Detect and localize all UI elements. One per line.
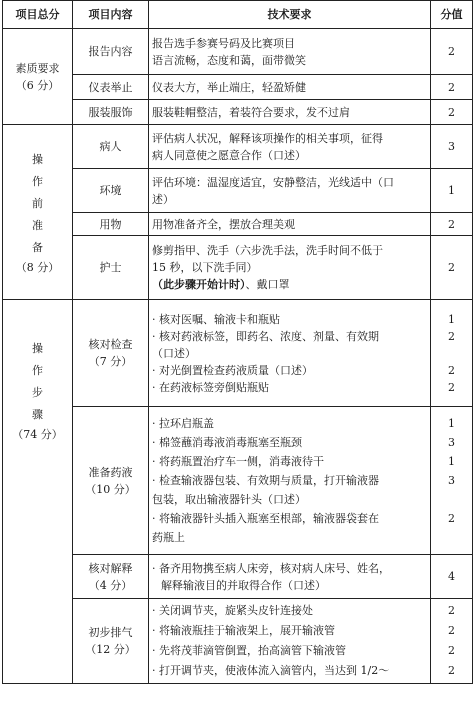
header-content: 项目内容 [73, 1, 149, 29]
prep-req-1-line-1: 评估病人状况，解释该项操作的相关事项，征得 [152, 131, 383, 145]
list-item: · 拉环启瓶盖 [152, 417, 214, 430]
score-value: 2 [448, 664, 455, 677]
steps-req-prepare [149, 407, 431, 555]
mask-note: 、戴口罩 [245, 278, 290, 291]
prep-category-points: （8 分） [15, 260, 60, 274]
prep-category [3, 125, 73, 300]
score-value [434, 345, 469, 362]
header-row [3, 1, 473, 29]
steps-score-explain: 4 [431, 555, 473, 599]
score-value [434, 490, 469, 509]
prep-category-char-5: 备 [32, 240, 43, 254]
steps-req-check [149, 300, 431, 407]
quality-req-3: 服装鞋帽整洁，着装符合要求，发不过肩 [149, 100, 431, 125]
steps-score-exhaust [431, 599, 473, 684]
list-item-continuation: 解释输液目的并取得合作（口述） [161, 578, 326, 592]
steps-item-exhaust-label: 初步排气 [88, 626, 133, 639]
quality-row-2 [3, 75, 473, 100]
quality-item-3: 服装服饰 [73, 100, 149, 125]
score-value: 2 [448, 624, 455, 637]
prep-req-3: 用物准备齐全，摆放合理美观 [149, 213, 431, 236]
list-item: · 核对药液标签，即药名、浓度、剂量、有效期 [152, 329, 379, 343]
score-value: 1 [448, 417, 455, 430]
list-item: · 将药瓶置治疗车一侧，消毒液待干 [152, 455, 324, 468]
score-value: 2 [448, 644, 455, 657]
steps-category-char-2: 作 [32, 364, 43, 377]
list-item: · 棉签蘸消毒液消毒瓶塞至瓶颈 [152, 436, 302, 449]
score-value: 1 [448, 455, 455, 468]
steps-category-char-3: 步 [32, 386, 43, 399]
prep-category-char-3: 前 [32, 196, 43, 210]
prep-req-1 [149, 125, 431, 169]
steps-item-explain [73, 555, 149, 599]
prep-req-2-line-2: 述） [152, 192, 174, 206]
timing-start-note: （此步骤开始计时） [152, 278, 246, 291]
prep-row-4 [3, 236, 473, 300]
steps-category-char-1: 操 [32, 342, 43, 355]
list-item: · 核对医嘱、输液卡和瓶贴 [152, 312, 280, 326]
list-item-continuation: （口述） [152, 346, 196, 360]
prep-row-3 [3, 213, 473, 236]
prep-req-2-line-1: 评估环境：温湿度适宜，安静整洁，光线适中（口 [152, 175, 394, 189]
list-item: · 检查输液器包装、有效期与质量，打开输液器 [152, 474, 379, 487]
quality-category [3, 29, 73, 125]
prep-item-4: 护士 [73, 236, 149, 300]
score-value: 3 [448, 436, 455, 449]
prep-req-4-line-2: 15 秒，以下洗手同） [152, 261, 258, 274]
steps-item-exhaust-points: （12 分） [85, 643, 136, 656]
list-item: · 先将茂菲滴管倒置，抬高滴管下输液管 [152, 644, 346, 657]
header-score: 分值 [431, 1, 473, 29]
steps-score-prepare [431, 407, 473, 555]
quality-score-3: 2 [431, 100, 473, 125]
quality-row-1 [3, 29, 473, 75]
steps-item-explain-label: 核对解释 [88, 561, 133, 575]
quality-req-2: 仪表大方，举止端庄，轻盈矫健 [149, 75, 431, 100]
quality-category-points: （6 分） [15, 78, 60, 92]
list-item: · 在药液标签旁倒贴瓶贴 [152, 380, 269, 394]
prep-req-4-line-1: 修剪指甲、洗手（六步洗手法，洗手时间不低于 [152, 244, 383, 257]
quality-row-3 [3, 100, 473, 125]
header-requirement: 技术要求 [149, 1, 431, 29]
header-total: 项目总分 [3, 1, 73, 29]
quality-req-1-line-1: 报告选手参赛号码及比赛项目 [152, 36, 295, 50]
prep-row-1 [3, 125, 473, 169]
steps-item-prepare-label: 准备药液 [88, 465, 133, 479]
list-item-continuation: 包装，取出输液器针头（口述） [152, 493, 306, 506]
prep-req-4-line-3 [152, 276, 427, 293]
score-value [434, 528, 469, 547]
steps-item-prepare [73, 407, 149, 555]
steps-score-check [431, 300, 473, 407]
steps-item-explain-points: （4 分） [88, 578, 133, 592]
steps-row-prepare [3, 407, 473, 555]
prep-category-char-4: 准 [32, 218, 43, 232]
score-value: 2 [448, 512, 455, 525]
prep-item-3: 用物 [73, 213, 149, 236]
prep-req-4 [149, 236, 431, 300]
prep-score-2: 1 [431, 169, 473, 213]
score-value: 1 [448, 312, 455, 326]
quality-item-2: 仪表举止 [73, 75, 149, 100]
prep-item-2: 环境 [73, 169, 149, 213]
steps-row-explain [3, 555, 473, 599]
steps-item-prepare-points: （10 分） [85, 482, 136, 496]
list-item: · 备齐用物携至病人床旁，核对病人床号、姓名， [152, 561, 390, 575]
prep-score-3: 2 [431, 213, 473, 236]
prep-score-1: 3 [431, 125, 473, 169]
prep-req-1-line-2: 病人同意使之愿意合作（口述） [152, 148, 306, 162]
steps-req-exhaust [149, 599, 431, 684]
quality-score-1: 2 [431, 29, 473, 75]
steps-row-check [3, 300, 473, 407]
steps-item-check [73, 300, 149, 407]
score-value: 2 [448, 380, 455, 394]
list-item-continuation: 药瓶上 [152, 531, 185, 544]
quality-category-label: 素质要求 [15, 61, 60, 75]
prep-req-2 [149, 169, 431, 213]
prep-item-1: 病人 [73, 125, 149, 169]
steps-item-check-label: 核对检查 [88, 338, 133, 351]
steps-category [3, 300, 73, 684]
steps-category-points: （74 分） [12, 428, 63, 441]
score-value: 2 [448, 329, 455, 343]
prep-category-char-1: 操 [32, 152, 43, 166]
list-item: · 对光倒置检查药液质量（口述） [152, 363, 313, 377]
scoring-table [2, 0, 473, 684]
list-item: · 将输液瓶挂于输液架上，展开输液管 [152, 624, 335, 637]
steps-req-explain [149, 555, 431, 599]
prep-score-4: 2 [431, 236, 473, 300]
list-item: · 将输液器针头插入瓶塞至根部，输液器袋套在 [152, 512, 379, 525]
list-item: · 打开调节夹，使液体流入滴管内，当达到 1/2～ [152, 664, 390, 677]
steps-category-char-4: 骤 [32, 408, 43, 421]
prep-row-2 [3, 169, 473, 213]
score-value: 3 [448, 474, 455, 487]
score-value: 2 [448, 363, 455, 377]
quality-item-1: 报告内容 [73, 29, 149, 75]
steps-item-check-points: （7 分） [88, 355, 133, 368]
list-item: · 关闭调节夹，旋紧头皮针连接处 [152, 604, 313, 617]
steps-row-exhaust [3, 599, 473, 684]
quality-req-1-line-2: 语言流畅，态度和蔼，面带微笑 [152, 53, 306, 67]
steps-item-exhaust [73, 599, 149, 684]
quality-score-2: 2 [431, 75, 473, 100]
prep-category-char-2: 作 [32, 174, 43, 188]
quality-req-1 [149, 29, 431, 75]
score-value: 2 [448, 604, 455, 617]
